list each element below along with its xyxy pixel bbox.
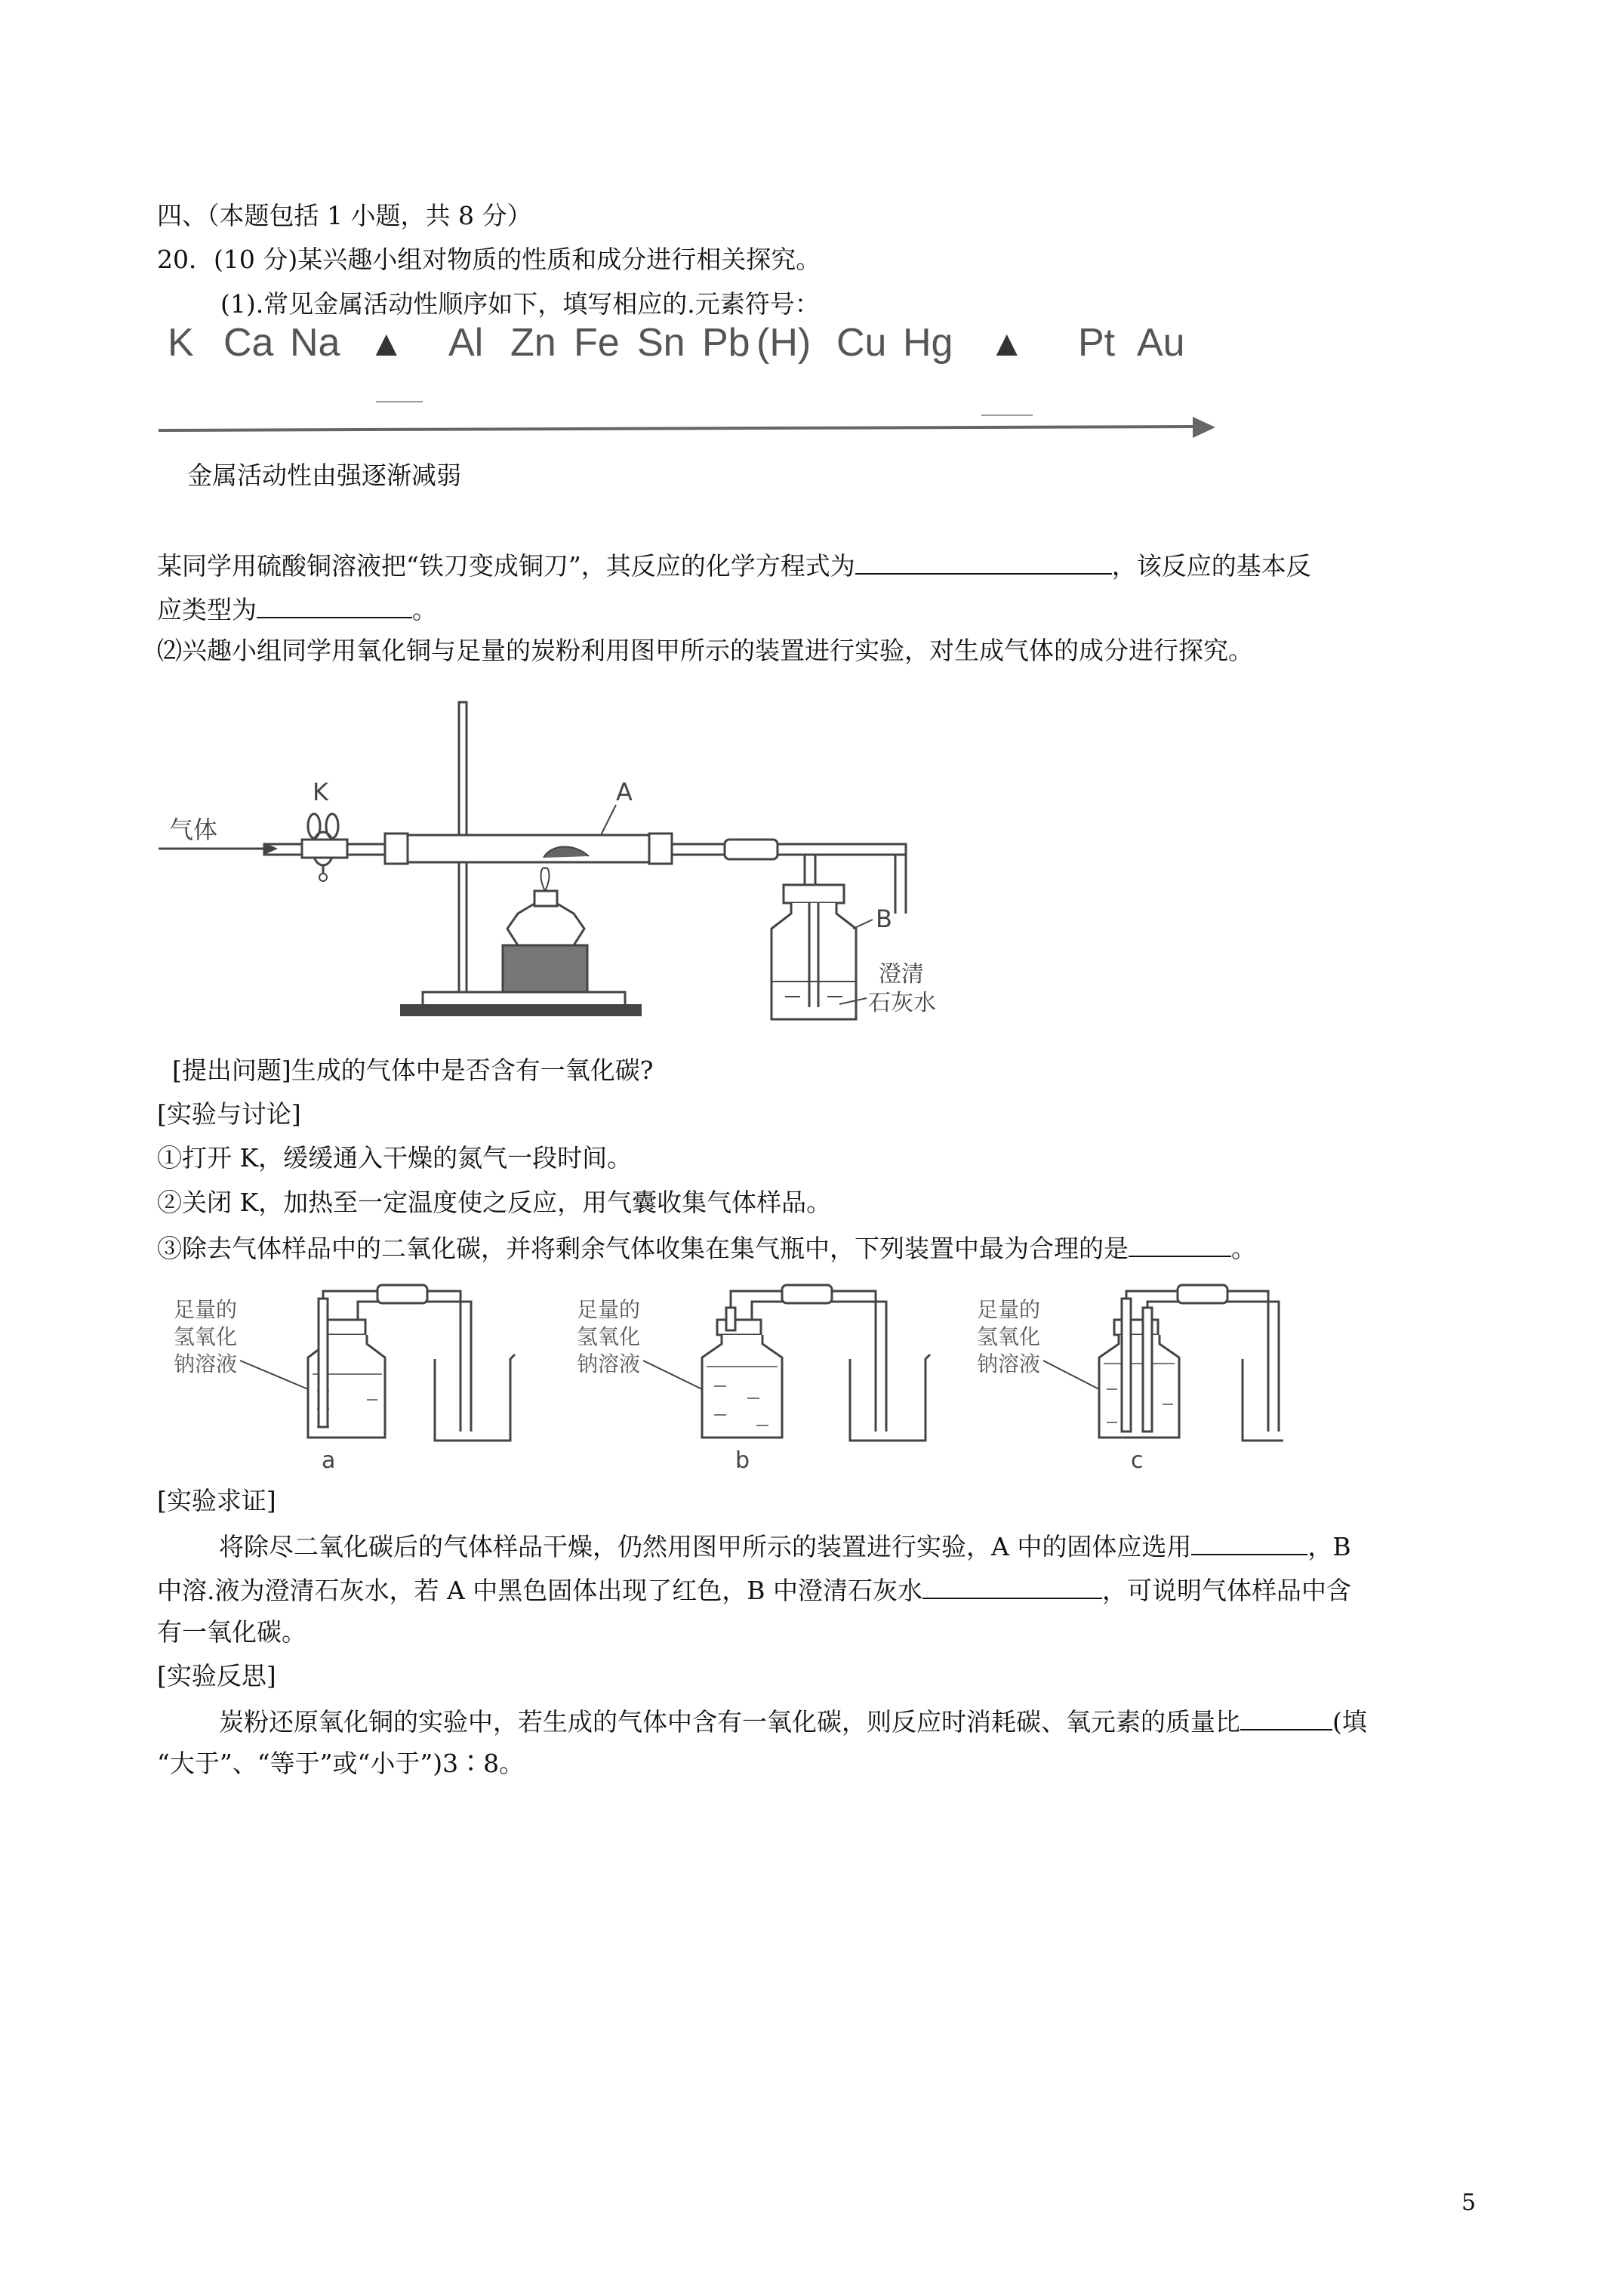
- text: (填: [1332, 1707, 1367, 1737]
- text: 中溶.液为澄清石灰水，若 A 中黑色固体出现了红色，B 中澄清石灰水: [157, 1576, 923, 1605]
- series-item: Pb: [702, 321, 750, 365]
- answer-blank-limewater[interactable]: [922, 1572, 1102, 1599]
- answer-blank-solid[interactable]: [1191, 1528, 1307, 1555]
- reflect-heading: [实验反思]: [157, 1661, 276, 1690]
- text: 将除尽二氧化碳后的气体样品干燥，仍然用图甲所示的装置进行实验，A 中的固体应选用: [219, 1532, 1192, 1561]
- q20-part1-line1: [157, 547, 1311, 583]
- answer-blank-ratio[interactable]: [1240, 1703, 1332, 1730]
- step-3: [157, 1230, 1256, 1265]
- series-item: Al: [448, 321, 484, 365]
- q20-part1-prompt: (1).常见金属活动性顺序如下，填写相应的.元素符号：: [220, 289, 820, 319]
- series-item: Sn: [637, 321, 685, 365]
- q20-part2-prompt: ⑵兴趣小组同学用氧化铜与足量的炭粉利用图甲所示的装置进行实验，对生成气体的成分进行探究。: [157, 636, 1253, 665]
- option-b-label-1: 足量的: [577, 1297, 641, 1322]
- series-item: Fe: [574, 321, 620, 365]
- series-item: (H): [756, 321, 812, 365]
- text: 应类型为: [157, 595, 257, 624]
- verify-line-1: [219, 1528, 1351, 1564]
- option-a-label-3: 钠溶液: [174, 1351, 238, 1376]
- answer-blank-equation[interactable]: [855, 547, 1112, 575]
- option-b-label-3: 钠溶液: [577, 1351, 641, 1376]
- option-c-label-3: 钠溶液: [977, 1351, 1041, 1376]
- series-item: K: [168, 321, 194, 365]
- answer-blank-reaction-type[interactable]: [257, 591, 412, 618]
- verify-line-2: [157, 1572, 1351, 1607]
- series-item: Au: [1137, 321, 1185, 365]
- step-1: ①打开 K，缓缓通入干燥的氮气一段时间。: [157, 1143, 633, 1173]
- discussion-heading: [实验与讨论]: [157, 1099, 301, 1129]
- option-a-label-1: 足量的: [174, 1297, 238, 1322]
- step-2: ②关闭 K，加热至一定温度使之反应，用气囊收集气体样品。: [157, 1188, 832, 1217]
- text: ③除去气体样品中的二氧化碳，并将剩余气体收集在集气瓶中，下列装置中最为合理的是: [157, 1234, 1129, 1263]
- page-number: 5: [1461, 2190, 1477, 2216]
- activity-arrow: [0, 0, 1623, 468]
- verify-heading: [实验求证]: [157, 1486, 276, 1515]
- valve-label: K: [313, 778, 328, 806]
- bottle-label: B: [876, 905, 892, 933]
- option-c-label-2: 氢氧化: [977, 1324, 1041, 1349]
- option-c-label-1: 足量的: [977, 1297, 1041, 1322]
- q20-intro: 20．(10 分)某兴趣小组对物质的性质和成分进行相关探究。: [157, 245, 821, 274]
- series-item: Cu: [836, 321, 887, 365]
- series-item: Hg: [903, 321, 953, 365]
- series-item: Na: [290, 321, 340, 365]
- tube-label: A: [616, 778, 633, 806]
- verify-line-3: 有一氧化碳。: [157, 1617, 306, 1647]
- option-a-label-2: 氢氧化: [174, 1324, 238, 1349]
- limewater-label-2: 石灰水: [868, 990, 936, 1016]
- answer-blank-device[interactable]: [1129, 1230, 1231, 1257]
- option-b-label-2: 氢氧化: [577, 1324, 641, 1349]
- option-a-caption: a: [322, 1447, 336, 1474]
- options-figure: [151, 1276, 1283, 1480]
- question-heading: [提出问题]生成的气体中是否含有一氧化碳?: [172, 1056, 654, 1085]
- limewater-label-1: 澄清: [879, 961, 924, 988]
- series-item: Zn: [510, 321, 556, 365]
- text: 某同学用硫酸铜溶液把“铁刀变成铜刀”，其反应的化学方程式为: [157, 551, 855, 581]
- gas-label: 气体: [169, 815, 218, 844]
- section-header: 四、（本题包括 1 小题，共 8 分）: [157, 201, 532, 230]
- text: 。: [412, 595, 437, 624]
- activity-caption: 金属活动性由强逐渐减弱: [187, 461, 461, 490]
- option-b: [577, 1285, 930, 1474]
- text: 。: [1231, 1234, 1256, 1263]
- reflect-line-2: “大于”、“等于”或“小于”)3∶8。: [157, 1749, 525, 1778]
- option-c: [977, 1285, 1283, 1474]
- series-item: Ca: [223, 321, 274, 365]
- series-item: Pt: [1078, 321, 1116, 365]
- blank-triangle[interactable]: ▲: [368, 324, 405, 364]
- q20-part1-line2: [157, 591, 437, 627]
- text: ，可说明气体样品中含: [1102, 1576, 1352, 1605]
- text: ，B: [1307, 1532, 1351, 1561]
- option-c-caption: c: [1131, 1447, 1144, 1474]
- reflect-line-1: [219, 1703, 1367, 1739]
- text: 炭粉还原氧化铜的实验中，若生成的气体中含有一氧化碳，则反应时消耗碳、氧元素的质量比: [219, 1707, 1240, 1737]
- apparatus-figure: [151, 687, 981, 1034]
- blank-triangle[interactable]: ▲: [989, 324, 1025, 364]
- option-b-caption: b: [735, 1447, 750, 1474]
- option-a: [174, 1285, 515, 1474]
- text: ，该反应的基本反: [1111, 551, 1311, 581]
